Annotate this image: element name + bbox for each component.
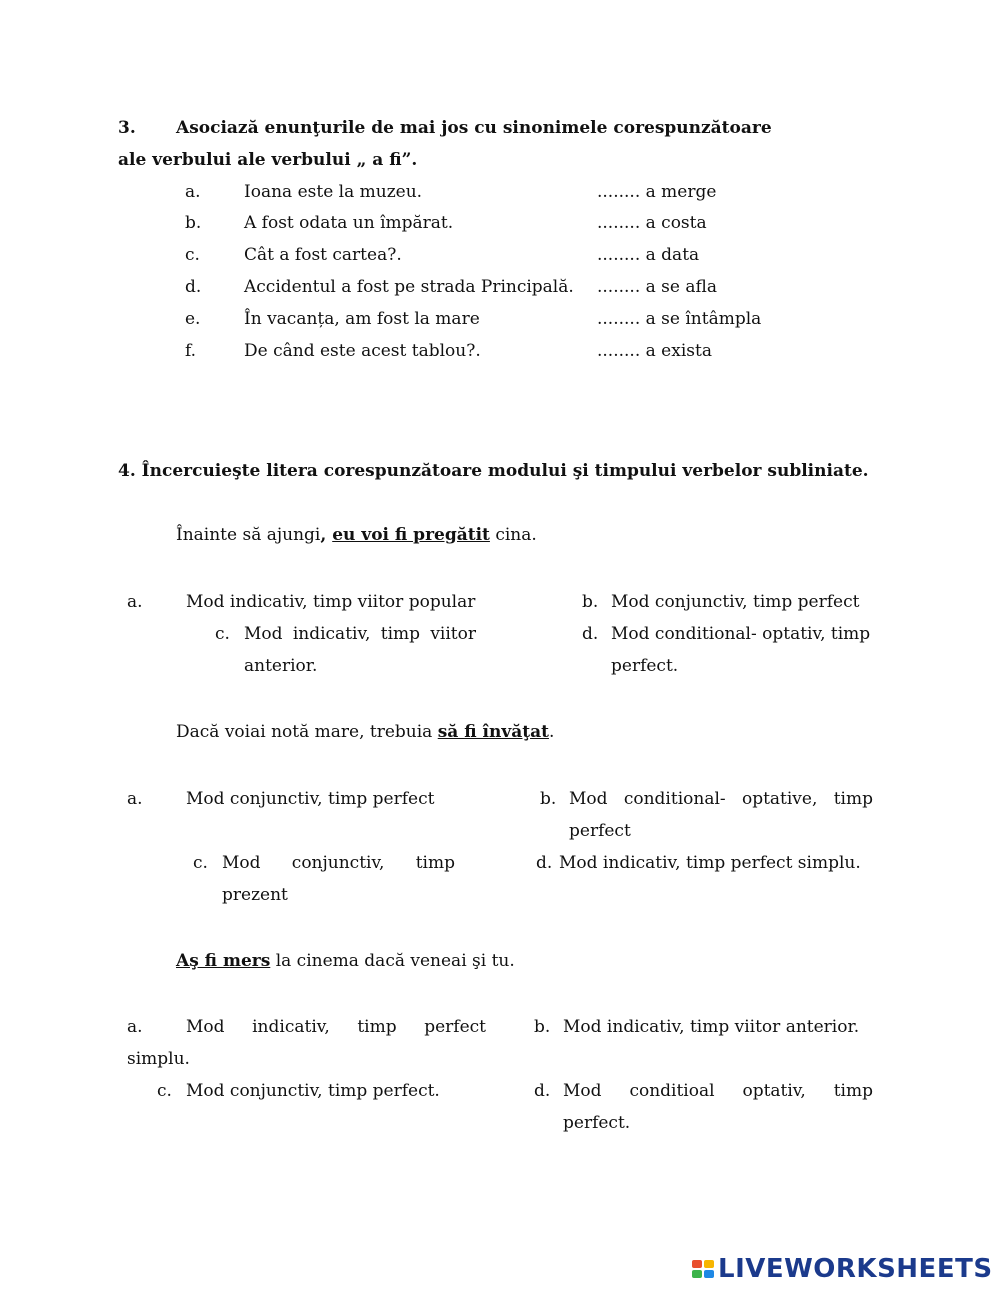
option-c[interactable] [244, 624, 476, 644]
option-word: perfect [424, 1017, 486, 1037]
option-word: timp [357, 1017, 397, 1037]
option-a[interactable]: Mod indicativ, timp viitor popular [186, 592, 476, 612]
logo-square [692, 1270, 702, 1278]
q3-item-sentence: Accidentul a fost pe strada Principală. [244, 277, 574, 297]
option-word: timp [833, 1081, 873, 1101]
option-letter-b[interactable]: b. [582, 592, 599, 612]
option-word: indicativ, [292, 624, 371, 644]
option-letter-a[interactable]: a. [127, 592, 143, 612]
sentence-text: cina. [489, 525, 537, 545]
q3-item-synonym[interactable]: ........ a costa [597, 213, 707, 233]
q4-sentence-1 [176, 525, 537, 545]
option-d-cont[interactable]: perfect. [611, 656, 679, 676]
option-letter-c[interactable]: c. [157, 1081, 172, 1101]
option-letter-a[interactable]: a. [127, 1017, 143, 1037]
q4-title: 4. Încercuieşte litera corespunzătoare modului şi timpului verbelor subliniate. [118, 461, 869, 481]
logo-icon [692, 1260, 714, 1278]
option-word: Mod [244, 624, 283, 644]
option-word: Mod [563, 1081, 602, 1101]
option-word: optativ, [742, 1081, 806, 1101]
underlined-verb: Aş fi mers [176, 951, 271, 971]
q3-item-sentence: A fost odata un împărat. [244, 213, 454, 233]
q3-item-sentence: Cât a fost cartea?. [244, 245, 402, 265]
option-letter-d[interactable]: d. [534, 1081, 551, 1101]
option-letter-c[interactable]: c. [215, 624, 230, 644]
option-d-cont[interactable]: perfect. [563, 1113, 631, 1133]
q3-title: Asociază enunţurile de mai jos cu sinonimele corespunzătoare [176, 118, 772, 138]
option-word: conjunctiv, [291, 853, 385, 873]
option-c[interactable]: Mod conjunctiv, timp perfect. [186, 1081, 440, 1101]
option-a-cont[interactable]: simplu. [127, 1049, 190, 1069]
underlined-verb: eu voi fi pregătit [332, 525, 490, 545]
q3-item-letter: c. [185, 245, 200, 265]
q3-item-letter: f. [185, 341, 197, 361]
option-d[interactable] [563, 1081, 873, 1101]
q3-title-cont: ale verbului ale verbului „ a fi”. [118, 150, 418, 170]
sentence-text: la cinema dacă veneai şi tu. [270, 951, 515, 971]
option-b[interactable]: Mod indicativ, timp viitor anterior. [563, 1017, 860, 1037]
q3-number: 3. [118, 118, 136, 138]
option-letter-c[interactable]: c. [193, 853, 208, 873]
logo-square [692, 1260, 702, 1268]
option-c-cont[interactable]: anterior. [244, 656, 318, 676]
q3-item-synonym[interactable]: ........ a se afla [597, 277, 717, 297]
option-d[interactable]: Mod indicativ, timp perfect simplu. [559, 853, 861, 873]
option-letter-a[interactable]: a. [127, 789, 143, 809]
option-a[interactable]: Mod conjunctiv, timp perfect [186, 789, 435, 809]
q3-item-letter: d. [185, 277, 202, 297]
q3-item-sentence: De când este acest tablou?. [244, 341, 481, 361]
option-word: timp [833, 789, 873, 809]
option-word: indicativ, [252, 1017, 330, 1037]
option-b[interactable] [569, 789, 873, 809]
option-word: viitor [430, 624, 476, 644]
option-a[interactable] [186, 1017, 486, 1037]
q3-item-letter: a. [185, 182, 201, 202]
liveworksheets-logo [692, 1254, 993, 1284]
sentence-text: . [548, 722, 555, 742]
q3-item-synonym[interactable]: ........ a se întâmpla [597, 309, 762, 329]
option-c-cont[interactable]: prezent [222, 885, 288, 905]
option-letter-d[interactable]: d. [582, 624, 599, 644]
option-word: optative, [741, 789, 818, 809]
logo-square [704, 1260, 714, 1268]
option-d[interactable]: Mod conditional- optativ, timp [611, 624, 871, 644]
q3-item-letter: b. [185, 213, 202, 233]
q4-sentence-3 [176, 951, 515, 971]
option-c[interactable] [222, 853, 455, 873]
option-word: timp [415, 853, 455, 873]
option-word: Mod [569, 789, 608, 809]
q3-item-synonym[interactable]: ........ a exista [597, 341, 712, 361]
option-b[interactable]: Mod conjunctiv, timp perfect [611, 592, 860, 612]
q3-item-letter: e. [185, 309, 201, 329]
q3-item-sentence: În vacanța, am fost la mare [244, 309, 480, 329]
option-word: timp [380, 624, 421, 644]
option-letter-d[interactable]: d. [536, 853, 553, 873]
sentence-comma: , [320, 525, 333, 545]
option-word: Mod [186, 1017, 225, 1037]
sentence-text: Înainte să ajungi [176, 525, 321, 545]
option-word: Mod [222, 853, 261, 873]
option-letter-b[interactable]: b. [534, 1017, 551, 1037]
logo-square [704, 1270, 714, 1278]
q3-item-synonym[interactable]: ........ a data [597, 245, 700, 265]
option-word: conditional- [623, 789, 726, 809]
q3-item-synonym[interactable]: ........ a merge [597, 182, 717, 202]
option-letter-b[interactable]: b. [540, 789, 557, 809]
q3-item-sentence: Ioana este la muzeu. [244, 182, 423, 202]
option-b-cont[interactable]: perfect [569, 821, 631, 841]
underlined-verb: să fi învăţat [437, 722, 549, 742]
sentence-text: Dacă voiai notă mare, trebuia [176, 722, 438, 742]
option-word: conditioal [629, 1081, 715, 1101]
logo-text: LIVEWORKSHEETS [718, 1254, 993, 1284]
q4-sentence-2 [176, 722, 554, 742]
